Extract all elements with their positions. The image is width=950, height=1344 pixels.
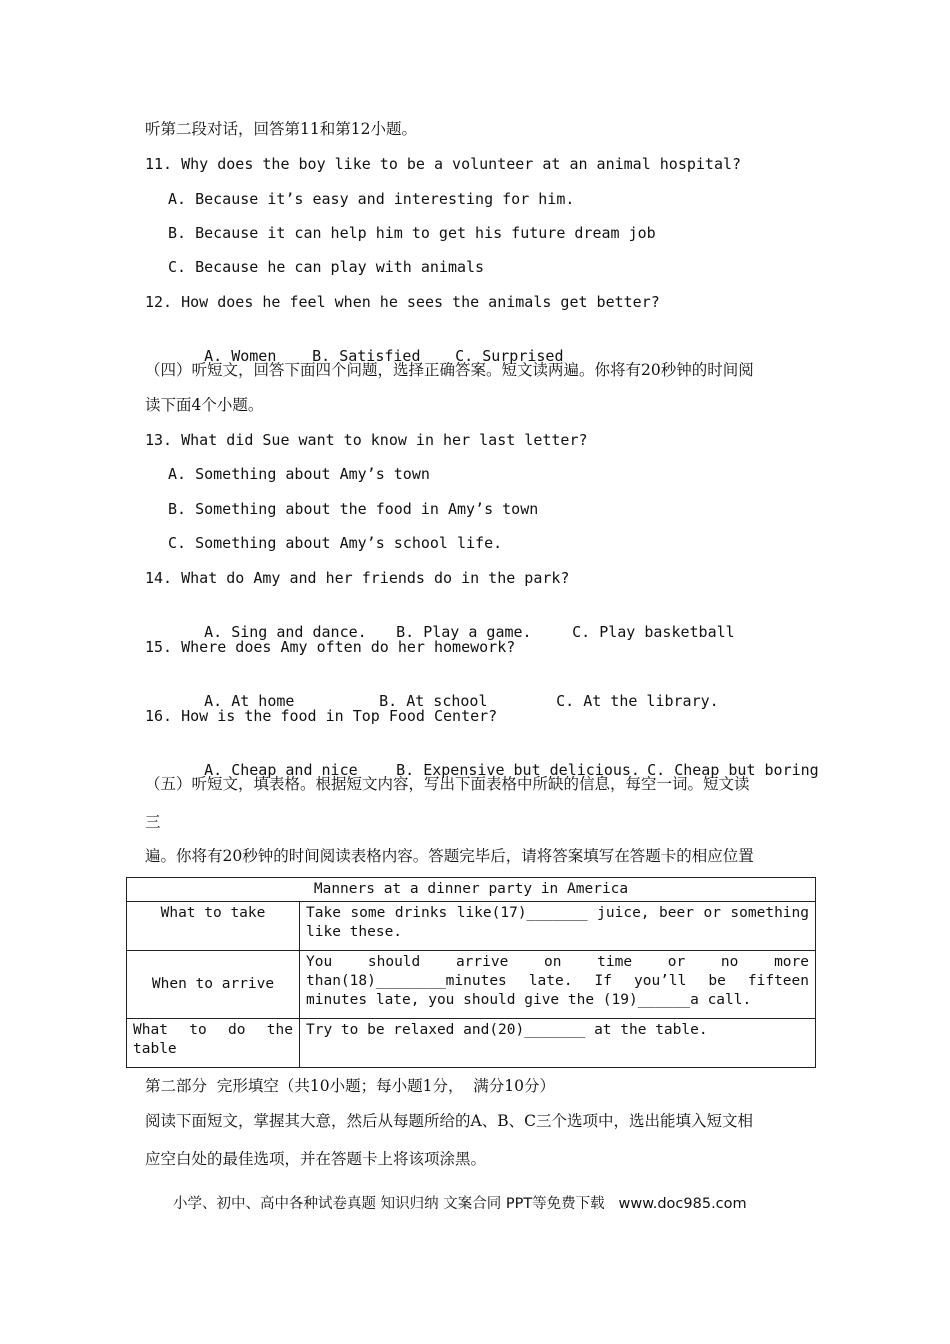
question-11-stem: 11. Why does the boy like to be a volunteer at an animal hospital? <box>145 155 742 173</box>
question-15-option-a: A. At home <box>204 692 295 710</box>
table-row-label: What to do the table <box>127 1019 300 1068</box>
question-16-stem: 16. How is the food in Top Food Center? <box>145 707 498 725</box>
table-row <box>127 951 816 1019</box>
question-13-option-a: A. Something about Amy’s town <box>168 465 430 483</box>
question-16-option-b: B. Expensive but delicious. <box>396 761 640 779</box>
question-13-stem: 13. What did Sue want to know in her last letter? <box>145 431 588 449</box>
question-15-stem: 15. Where does Amy often do her homework? <box>145 638 516 656</box>
part2-heading: 第二部分 完形填空（共10小题；每小题1分， 满分10分） <box>145 1077 556 1095</box>
footer-note: 小学、初中、高中各种试卷真题 知识归纳 文案合同 PPT等免费下载 www.doc985.com <box>173 1196 747 1212</box>
part4-intro-line2: 读下面4个小题。 <box>145 396 264 414</box>
part5-intro-line2: 三 <box>145 813 161 831</box>
question-11-option-b: B. Because it can help him to get his future dream job <box>168 224 656 242</box>
question-15-option-b: B. At school <box>379 692 488 710</box>
table-row-label: What to take <box>127 902 300 951</box>
question-16-option-a: A. Cheap and nice <box>204 761 358 779</box>
part2-intro-line2: 应空白处的最佳选项，并在答题卡上将该项涂黑。 <box>145 1150 487 1168</box>
question-12-stem: 12. How does he feel when he sees the animals get better? <box>145 293 660 311</box>
table-row <box>127 1019 816 1068</box>
table-row-content: Take some drinks like(17)_______ juice, beer or something like these. <box>300 902 816 951</box>
question-14-stem: 14. What do Amy and her friends do in the park? <box>145 569 570 587</box>
question-13-option-b: B. Something about the food in Amy’s town <box>168 500 539 518</box>
table-row-label: When to arrive <box>127 951 300 1019</box>
dialogue2-intro: 听第二段对话，回答第11和第12小题。 <box>145 120 417 138</box>
table-caption-row <box>127 878 816 902</box>
table-row-content: Try to be relaxed and(20)_______ at the table. <box>300 1019 816 1068</box>
question-12-option-a: A. Women <box>204 347 277 365</box>
table-row-content: You should arrive on time or no more than(18)________minutes late. If you’ll be fifteen minutes late, you should give the (19)______a call. <box>300 951 816 1019</box>
question-12-option-b: B. Satisfied <box>312 347 421 365</box>
part4-intro-line1: （四）听短文，回答下面四个问题，选择正确答案。短文读两遍。你将有20秒钟的时间阅 <box>145 361 754 379</box>
question-15-option-c: C. At the library. <box>556 692 719 710</box>
part5-intro-line3: 遍。你将有20秒钟的时间阅读表格内容。答题完毕后，请将答案填写在答题卡的相应位置 <box>145 847 754 865</box>
question-12-option-c: C. Surprised <box>455 347 564 365</box>
table-caption: Manners at a dinner party in America <box>127 878 816 902</box>
table-row <box>127 902 816 951</box>
part5-intro-line1: （五）听短文，填表格。根据短文内容，写出下面表格中所缺的信息，每空一词。短文读 <box>145 775 750 793</box>
question-13-option-c: C. Something about Amy’s school life. <box>168 534 503 552</box>
question-14-option-a: A. Sing and dance. <box>204 623 367 641</box>
question-14-option-b: B. Play a game. <box>396 623 532 641</box>
question-16-option-c: C. Cheap but boring <box>647 761 819 779</box>
manners-table <box>126 877 816 1068</box>
part2-intro-line1: 阅读下面短文，掌握其大意，然后从每题所给的A、B、C三个选项中，选出能填入短文相 <box>145 1112 753 1130</box>
question-11-option-c: C. Because he can play with animals <box>168 258 485 276</box>
question-14-option-c: C. Play basketball <box>572 623 735 641</box>
question-11-option-a: A. Because it’s easy and interesting for him. <box>168 190 575 208</box>
